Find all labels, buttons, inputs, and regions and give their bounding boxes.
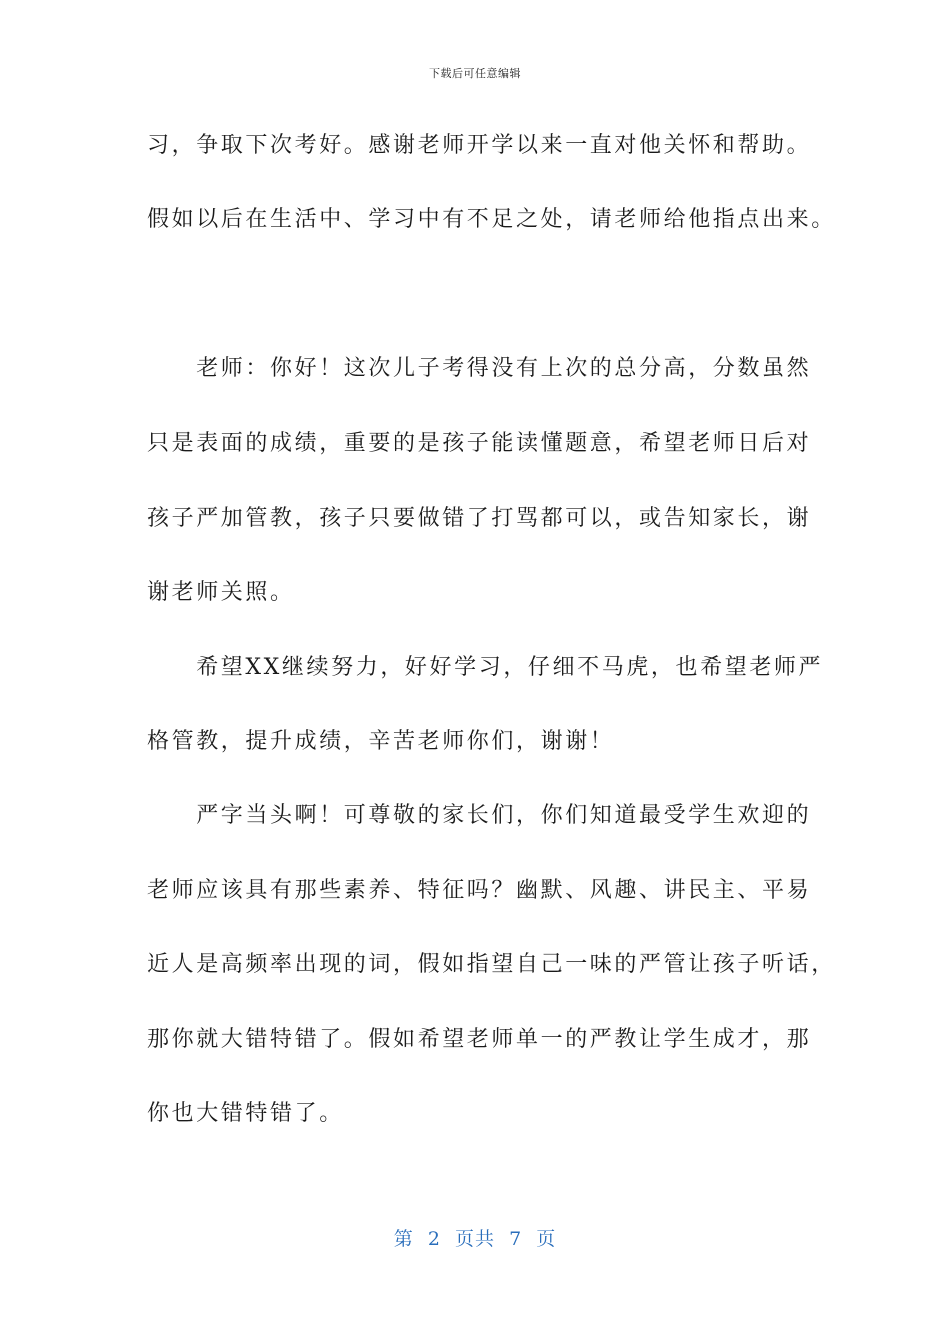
body-text-line: 你也大错特错了。 (147, 1101, 344, 1126)
body-text-line: 希望XX继续努力，好好学习，仔细不马虎，也希望老师严 (147, 655, 824, 680)
body-text-line: 老师：你好！这次儿子考得没有上次的总分高，分数虽然 (147, 356, 812, 381)
body-text-line: 孩子严加管教，孩子只要做错了打骂都可以，或告知家长，谢 (147, 506, 812, 531)
body-text-line: 老师应该具有那些素养、特征吗？幽默、风趣、讲民主、平易 (147, 878, 812, 903)
body-text-line: 格管教，提升成绩，辛苦老师你们，谢谢！ (147, 729, 615, 754)
body-text-line: 严字当头啊！可尊敬的家长们，你们知道最受学生欢迎的 (147, 803, 812, 828)
body-text-line: 那你就大错特错了。假如希望老师单一的严教让学生成才，那 (147, 1027, 812, 1052)
page-number-footer: 第 2 页共 7 页 (393, 1228, 557, 1250)
body-text-line: 习，争取下次考好。感谢老师开学以来一直对他关怀和帮助。 (147, 133, 812, 158)
body-text-line: 只是表面的成绩，重要的是孩子能读懂题意，希望老师日后对 (147, 431, 812, 456)
body-text-line: 假如以后在生活中、学习中有不足之处，请老师给他指点出来。 (147, 207, 836, 232)
body-text-line: 近人是高频率出现的词，假如指望自己一味的严管让孩子听话， (147, 952, 836, 977)
page-header: 下载后可任意编辑 (429, 67, 521, 80)
body-text-line: 谢老师关照。 (147, 580, 295, 605)
